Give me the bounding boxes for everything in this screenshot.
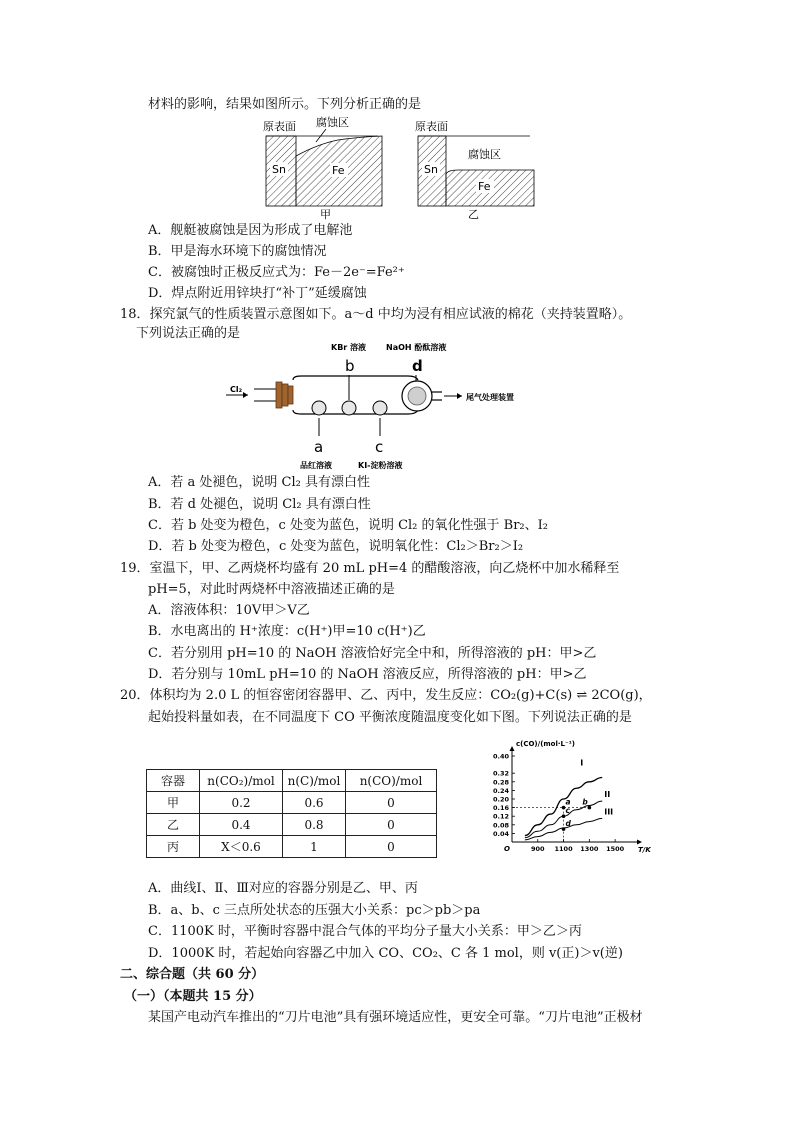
series-II-label: II	[604, 790, 611, 800]
q20-table	[146, 769, 437, 858]
series-I-label: I	[580, 758, 584, 768]
origin-label: O	[504, 845, 510, 853]
q17-intro: 材料的影响，结果如图所示。下列分析正确的是	[148, 97, 422, 112]
yi-caption: 乙	[468, 208, 479, 221]
label-a: a	[314, 438, 324, 456]
y-tick-label: 0.40	[492, 752, 509, 761]
q20-stem-2: 起始投料量如表，在不同温度下 CO 平衡浓度随温度变化如下图。下列说法正确的是	[148, 710, 632, 725]
yi-surface-label: 原表面	[415, 120, 448, 133]
naoh-label: NaOH 酚酞溶液	[386, 343, 447, 352]
yi-zone-label: 腐蚀区	[468, 148, 501, 161]
fig-jia	[258, 116, 388, 220]
table-row: 丙 X＜0.6 1 0	[147, 836, 437, 858]
q19-stem-2: pH=5，对此时两烧杯中溶液描述正确的是	[148, 582, 395, 597]
x-tick-label: 1300	[580, 845, 599, 853]
fig-yi	[410, 116, 540, 220]
cl2-label: Cl₂	[230, 385, 243, 394]
th-nco: n(CO)/mol	[346, 770, 437, 792]
point-c-label: c	[565, 806, 571, 816]
q18-stem-2: 下列说法正确的是	[136, 326, 241, 341]
q18-option-b: B．若 d 处褪色，说明 Cl₂ 具有漂白性	[148, 497, 371, 512]
table-row: 甲 0.2 0.6 0	[147, 792, 437, 814]
jia-caption: 甲	[320, 208, 331, 221]
y-tick-label: 0.08	[492, 821, 509, 830]
y-axis-arrow	[510, 746, 515, 751]
table-header-row	[147, 770, 437, 792]
q19-option-b: B．水电离出的 H⁺浓度：c(H⁺)甲=10 c(H⁺)乙	[148, 624, 426, 639]
series-III-label: III	[604, 807, 614, 817]
kbr-label: KBr 溶液	[331, 343, 367, 352]
q18-option-c: C．若 b 处变为橙色，c 处变为蓝色，说明 Cl₂ 的氧化性强于 Br₂、I₂	[148, 518, 548, 533]
q17-option-b: B．甲是海水环境下的腐蚀情况	[148, 244, 327, 259]
q18-apparatus	[226, 340, 516, 472]
q18-option-a: A．若 a 处褪色，说明 Cl₂ 具有漂白性	[148, 475, 370, 490]
jia-sn-label: Sn	[272, 163, 286, 176]
x-axis-label: T/K	[638, 846, 651, 854]
y-tick-label: 0.04	[492, 829, 509, 838]
q19-stem-1: 19．室温下，甲、乙两烧杯均盛有 20 mL pH=4 的醋酸溶液，向乙烧杯中加水稀释至	[120, 561, 620, 576]
jia-zone-label: 腐蚀区	[316, 116, 349, 129]
q20-option-b: B．a、b、c 三点所处状态的压强大小关系：pc＞pb＞pa	[148, 903, 481, 918]
ball-a	[312, 401, 326, 415]
label-d: d	[412, 357, 423, 375]
jia-surface-label: 原表面	[263, 120, 296, 133]
point-b-label: b	[582, 797, 588, 807]
section2-subtitle: （一）（本题共 15 分）	[124, 989, 262, 1004]
x-axis-arrow	[637, 840, 642, 845]
y-axis-label: c(CO)/(mol·L⁻¹)	[516, 740, 575, 748]
point-d-label: d	[565, 819, 571, 829]
x-tick-label: 1500	[606, 845, 625, 853]
q19-option-c: C．若分别用 pH=10 的 NaOH 溶液恰好完全中和，所得溶液的 pH：甲>乙	[148, 646, 597, 661]
section2-title: 二、综合题（共 60 分）	[120, 967, 265, 982]
x-tick-label: 1100	[554, 845, 573, 853]
point-b	[588, 806, 592, 810]
q20-option-c: C．1100K 时，平衡时容器中混合气体的平均分子量大小关系：甲＞乙＞丙	[148, 924, 582, 939]
point-a-label: a	[565, 797, 571, 807]
th-nc: n(C)/mol	[283, 770, 346, 792]
th-nco2: n(CO₂)/mol	[200, 770, 283, 792]
pinhong-label: 品红溶液	[300, 461, 332, 470]
tail-gas-label: 尾气处理装置	[466, 393, 514, 402]
label-c: c	[375, 438, 384, 456]
q20-stem-1: 20．体积均为 2.0 L 的恒容密闭容器甲、乙、丙中，发生反应：CO₂(g)+C(s) ⇌ 2CO(g)，	[120, 688, 652, 703]
q17-option-d: D．焊点附近用锌块打“补丁”延缓腐蚀	[148, 286, 367, 301]
q17-option-c: C．被腐蚀时正极反应式为：Fe－2e⁻=Fe²⁺	[148, 265, 405, 280]
ki-label: KI-淀粉溶液	[358, 461, 403, 470]
y-tick-label: 0.20	[492, 795, 509, 804]
y-tick-label: 0.24	[492, 786, 509, 795]
q17-option-a: A．舰艇被腐蚀是因为形成了电解池	[148, 223, 353, 238]
y-tick-label: 0.16	[492, 804, 509, 813]
th-container: 容器	[147, 770, 200, 792]
q20-option-a: A．曲线Ⅰ、Ⅱ、Ⅲ对应的容器分别是乙、甲、丙	[148, 881, 418, 896]
section2-text: 某国产电动汽车推出的“刀片电池”具有强环境适应性，更安全可靠。“刀片电池”正极材	[148, 1010, 643, 1025]
q18-stem-1: 18．探究氯气的性质装置示意图如下。a～d 中均为浸有相应试液的棉花（夹持装置略）。	[120, 307, 632, 322]
co-concentration-chart	[478, 734, 658, 864]
yi-sn-label: Sn	[424, 163, 438, 176]
jia-fe-label: Fe	[332, 164, 345, 177]
yi-fe-label: Fe	[478, 180, 491, 193]
stopper	[276, 382, 282, 408]
q20-option-d: D．1000K 时，若起始向容器乙中加入 CO、CO₂、C 各 1 mol，则 v(正)＞v(逆)	[148, 946, 623, 961]
ball-c	[373, 401, 387, 415]
x-tick-label: 900	[530, 845, 545, 853]
y-tick-label: 0.12	[492, 812, 509, 821]
q18-option-d: D．若 b 处变为橙色，c 处变为蓝色，说明氧化性：Cl₂＞Br₂＞I₂	[148, 539, 524, 554]
q19-option-a: A．溶液体积：10V甲＞V乙	[148, 603, 310, 618]
y-tick-label: 0.32	[492, 769, 509, 778]
label-b: b	[345, 357, 355, 375]
y-tick-label: 0.28	[492, 778, 509, 787]
q19-option-d: D．若分别与 10mL pH=10 的 NaOH 溶液反应，所得溶液的 pH：甲>乙	[148, 667, 587, 682]
ball-b	[342, 401, 356, 415]
table-row: 乙 0.4 0.8 0	[147, 814, 437, 836]
